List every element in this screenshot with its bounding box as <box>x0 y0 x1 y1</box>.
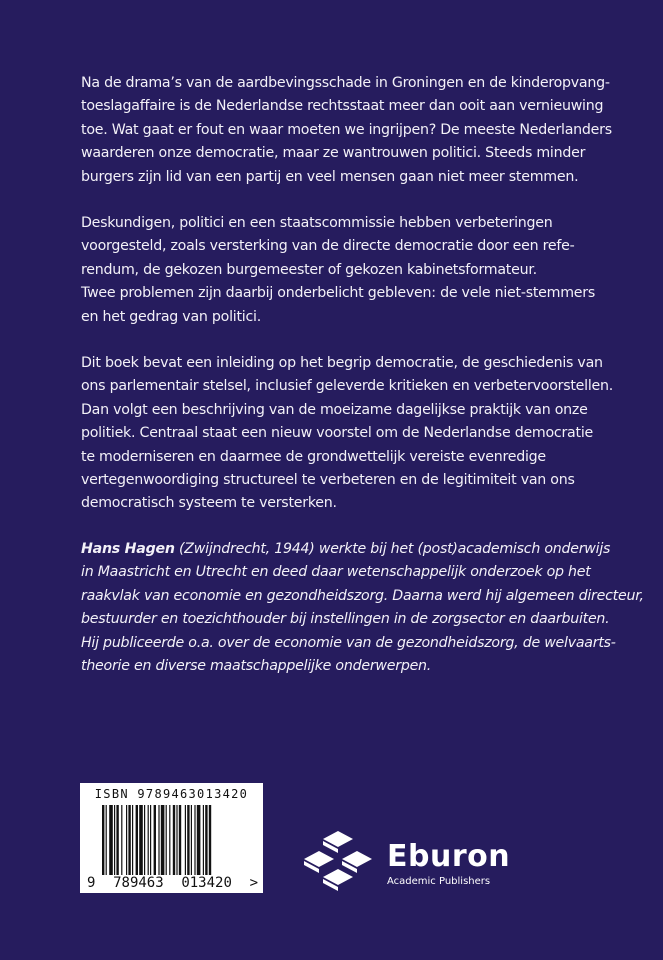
barcode-bar <box>166 805 167 875</box>
barcode-bar <box>209 805 211 875</box>
blurb-paragraph-3 <box>81 352 641 516</box>
text-line: waarderen onze democratie, maar ze wantrouwen politici. Steeds minder <box>81 145 586 162</box>
barcode-bar <box>114 805 115 875</box>
barcode-bar <box>128 805 130 875</box>
author-bio-line: in Maastricht en Utrecht en deed daar wetenschappelijk onderzoek op het <box>81 564 591 581</box>
barcode-bar <box>179 805 181 875</box>
text-line: en het gedrag van politici. <box>81 308 261 325</box>
barcode-bar <box>116 805 118 875</box>
barcode-bar <box>109 805 113 875</box>
barcode-digit-group: > <box>249 875 258 891</box>
barcode-bar <box>169 805 170 875</box>
author-bio <box>81 538 644 678</box>
barcode-digit-group: 013420 <box>181 875 232 891</box>
barcode-digit-group: 9 <box>87 875 96 891</box>
isbn-barcode <box>80 783 263 893</box>
text-line: toeslagaffaire is de Nederlandse rechtsstaat meer dan ooit aan vernieuwing <box>81 98 604 115</box>
barcode-bar <box>191 805 192 875</box>
barcode-bar <box>136 805 138 875</box>
barcode-bar <box>102 805 104 875</box>
author-name: Hans Hagen <box>81 541 175 557</box>
publisher-logo <box>303 829 523 893</box>
barcode-bar <box>205 805 207 875</box>
barcode-bar <box>121 805 122 875</box>
author-bio-text: (Zwijndrecht, 1944) werkte bij het (post)academisch onderwijs <box>174 541 611 557</box>
barcode-bar <box>106 805 107 875</box>
text-line: vertegenwoordiging structureel te verbeteren en de legitimiteit van ons <box>81 472 575 489</box>
isbn-label: ISBN 9789463013420 <box>94 787 249 801</box>
barcode-bar <box>173 805 175 875</box>
publisher-subtitle: Academic Publishers <box>387 876 491 887</box>
publisher-name: Eburon <box>387 839 511 874</box>
author-bio-line: raakvlak van economie en gezondheidszorg. Daarna werd hij algemeen directeur, <box>81 587 644 604</box>
barcode-bar <box>148 805 149 875</box>
barcode-bar <box>187 805 189 875</box>
barcode-bars <box>102 805 252 875</box>
barcode-bar <box>150 805 151 875</box>
barcode-bar <box>203 805 204 875</box>
barcode-bar <box>161 805 165 875</box>
barcode-bar <box>197 805 201 875</box>
barcode-bar <box>139 805 143 875</box>
text-line: Na de drama’s van de aardbevingsschade in Groningen en de kinderopvang- <box>81 75 610 91</box>
text-line: voorgesteld, zoals versterking van de directe democratie door een refe- <box>81 238 575 255</box>
barcode-bar <box>144 805 145 875</box>
text-line: te moderniseren en daarmee de grondwettelijk vereiste evenredige <box>81 448 546 465</box>
text-line: rendum, de gekozen burgemeester of gekozen kabinetsformateur. <box>81 261 537 278</box>
text-line: burgers zijn lid van een partij en veel mensen gaan niet meer stemmen. <box>81 168 579 185</box>
text-line: politiek. Centraal staat een nieuw voorstel om de Nederlandse democratie <box>81 425 593 442</box>
barcode-bar <box>132 805 133 875</box>
text-line: Dan volgt een beschrijving van de moeizame dagelijkse praktijk van onze <box>81 401 588 418</box>
text-line: toe. Wat gaat er fout en waar moeten we ingrijpen? De meeste Nederlanders <box>81 121 612 138</box>
barcode-bar <box>126 805 127 875</box>
barcode-bar <box>158 805 159 875</box>
blurb-paragraph-2 <box>81 212 641 329</box>
author-bio-line: theorie en diverse maatschappelijke onderwerpen. <box>81 658 432 675</box>
text-line: Twee problemen zijn daarbij onderbelicht gebleven: de vele niet-stemmers <box>81 285 595 302</box>
books-icon <box>303 829 373 893</box>
text-line: democratisch systeem te versterken. <box>81 495 337 512</box>
text-line: Deskundigen, politici en een staatscommissie hebben verbeteringen <box>81 215 553 231</box>
author-bio-line: bestuurder en toezichthouder bij instellingen in de zorgsector en daarbuiten. <box>81 611 610 628</box>
barcode-digit-group: 789463 <box>113 875 164 891</box>
barcode-bar <box>154 805 156 875</box>
barcode-digits <box>86 875 259 891</box>
author-bio-line: Hij publiceerde o.a. over de economie van de gezondheidszorg, de welvaarts- <box>81 634 616 651</box>
text-line: ons parlementair stelsel, inclusief geleverde kritieken en verbetervoorstellen. <box>81 378 614 395</box>
barcode-bar <box>185 805 186 875</box>
text-line: Dit boek bevat een inleiding op het begrip democratie, de geschiedenis van <box>81 355 603 371</box>
barcode-bar <box>176 805 177 875</box>
barcode-bar <box>194 805 195 875</box>
author-bio-line <box>81 538 641 561</box>
blurb-paragraph-1 <box>81 72 641 189</box>
